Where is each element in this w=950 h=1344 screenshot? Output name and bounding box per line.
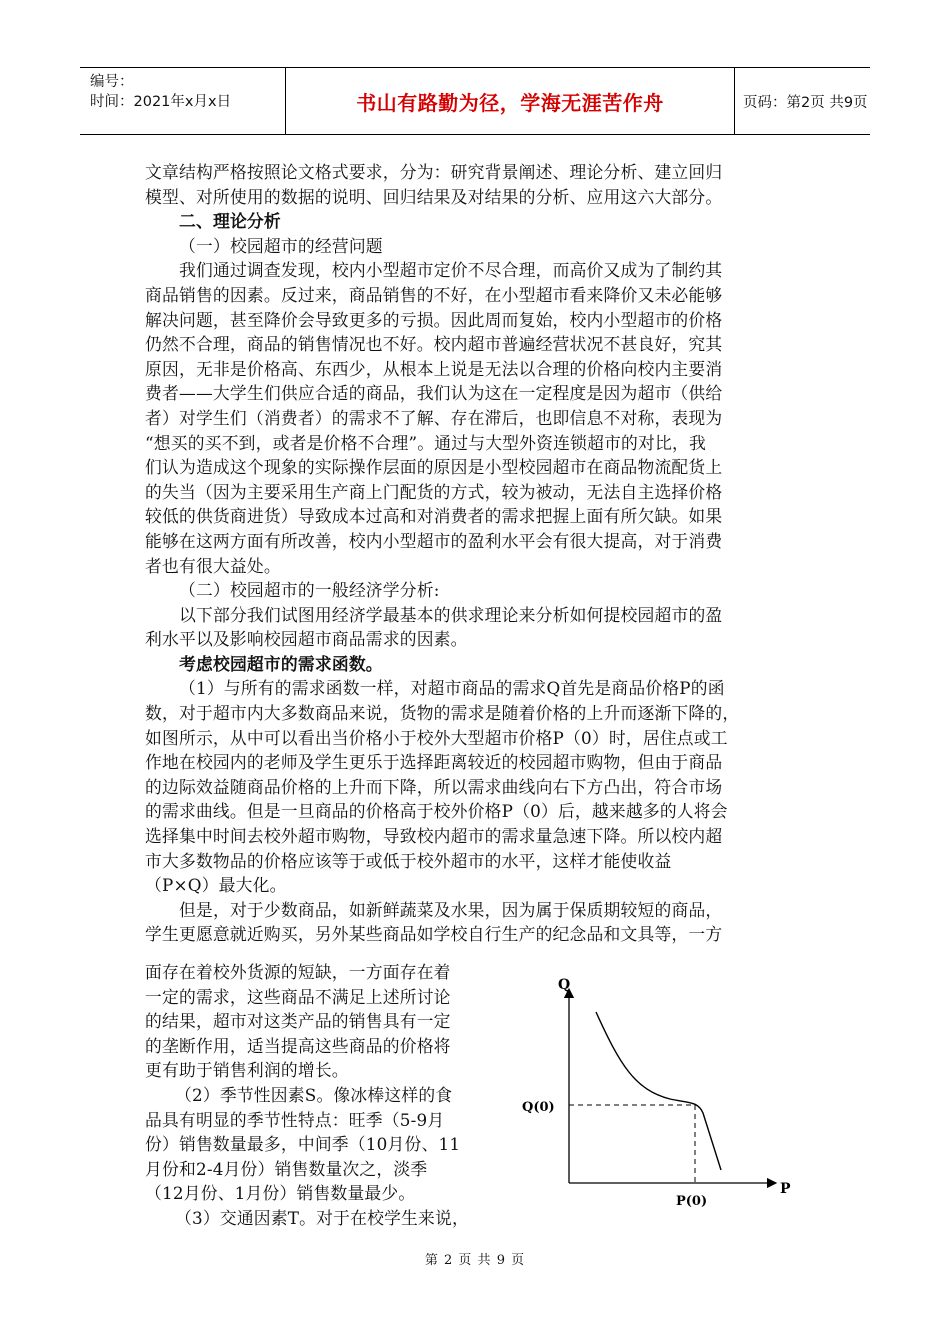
- paragraph-line: 选择集中时间去校外超市购物，导致校内超市的需求量急速下降。所以校内超: [145, 826, 723, 847]
- paragraph-line: （1）与所有的需求函数一样，对超市商品的需求Q首先是商品价格P的函: [179, 678, 725, 699]
- q0-label: Q(0): [522, 1100, 555, 1115]
- paragraph-line: 月份和2-4月份）销售数量次之，淡季: [145, 1158, 428, 1179]
- paragraph-line: 模型、对所使用的数据的说明、回归结果及对结果的分析、应用这六大部分。: [145, 186, 723, 207]
- paragraph-line: 费者——大学生们供应合适的商品，我们认为这在一定程度是因为超市（供给: [145, 383, 723, 404]
- paragraph-line: 份）销售数量最多，中间季（10月份、11: [145, 1134, 461, 1155]
- header-page-number: 页码：第2页 共9页: [743, 94, 868, 111]
- paragraph-line: 更有助于销售利润的增长。: [145, 1060, 349, 1081]
- paragraph-line: “想买的买不到，或者是价格不合理”。通过与大型外资连锁超市的对比，我: [145, 432, 706, 453]
- paragraph-line: 市大多数物品的价格应该等于或低于校外超市的水平，这样才能使收益: [145, 850, 672, 871]
- header-meta: [80, 68, 285, 134]
- paragraph-line: 一定的需求，这些商品不满足上述所讨论: [145, 986, 451, 1007]
- paragraph-line: 文章结构严格按照论文格式要求，分为：研究背景阐述、理论分析、建立回归: [145, 162, 723, 182]
- paragraph-line: 数，对于超市内大多数商品来说，货物的需求是随着价格的上升而逐渐下降的，: [145, 703, 740, 724]
- subsection-heading: （二）校园超市的一般经济学分析:: [179, 580, 440, 601]
- paragraph-line: 原因，无非是价格高、东西少，从根本上说是无法以合理的价格向校内主要消: [145, 358, 723, 379]
- paragraph-line: 仍然不合理，商品的销售情况也不好。校内超市普遍经营状况不甚良好，究其: [145, 334, 723, 355]
- paragraph-line: 作地在校园内的老师及学生更乐于选择距离较近的校园超市购物，但由于商品: [145, 752, 723, 773]
- paragraph-line: （2）季节性因素S。像冰棒这样的食: [175, 1084, 453, 1105]
- paragraph-line: 以下部分我们试图用经济学最基本的供求理论来分析如何提校园超市的盈: [179, 604, 723, 625]
- paragraph-line: 解决问题，甚至降价会导致更多的亏损。因此周而复始，校内小型超市的价格: [145, 309, 723, 330]
- paragraph-line: 的结果，超市对这类产品的销售具有一定: [145, 1011, 451, 1032]
- demand-curve-figure: [510, 965, 800, 1220]
- y-axis-label: Q: [558, 977, 571, 993]
- paragraph-line: 较低的供货商进货）导致成本过高和对消费者的需求把握上面有所欠缺。如果: [145, 506, 723, 527]
- paragraph-line: 的需求曲线。但是一旦商品的价格高于校外价格P（0）后，越来越多的人将会: [145, 801, 728, 822]
- document-number: 编号：: [90, 74, 134, 90]
- narrow-text-column: [145, 960, 469, 1231]
- paragraph-line: 如图所示，从中可以看出当价格小于校外大型超市价格P（0）时，居住点或工: [145, 727, 728, 748]
- subsection-heading: （一）校园超市的经营问题: [179, 235, 383, 256]
- header-motto: 书山有路勤为径，学海无涯苦作舟: [285, 68, 735, 134]
- paragraph-line: 品具有明显的季节性特点：旺季（5-9月: [145, 1109, 445, 1130]
- p0-label: P(0): [676, 1194, 708, 1209]
- paragraph-line: 的失当（因为主要采用生产商上门配货的方式，较为被动，无法自主选择价格: [145, 481, 723, 502]
- section-heading: 二、理论分析: [179, 211, 281, 232]
- paragraph-line: 但是，对于少数商品，如新鲜蔬菜及水果，因为属于保质期较短的商品，: [179, 899, 723, 920]
- paragraph-line: （12月份、1月份）销售数量最少。: [145, 1183, 416, 1204]
- document-date: 时间：2021年x月x日: [90, 94, 232, 110]
- page-header: [80, 67, 870, 135]
- paragraph-line: 者也有很大益处。: [145, 555, 281, 576]
- paragraph-line: 我们通过调查发现，校内小型超市定价不尽合理，而高价又成为了制约其: [179, 260, 723, 281]
- paragraph-line: 能够在这两方面有所改善，校内小型超市的盈利水平会有很大提高，对于消费: [145, 530, 723, 551]
- paragraph-line: 的边际效益随商品价格的上升而下降，所以需求曲线向右下方凸出，符合市场: [145, 776, 723, 797]
- x-axis-label: P: [780, 1181, 791, 1197]
- paragraph-line: 商品销售的因素。反过来，商品销售的不好，在小型超市看来降价又未必能够: [145, 284, 723, 305]
- paragraph-line: （3）交通因素T。对于在校学生来说，: [175, 1207, 469, 1228]
- paragraph-line: 的垄断作用，适当提高这些商品的价格将: [145, 1035, 451, 1056]
- demand-curve: [596, 1012, 721, 1170]
- paragraph-line: 利水平以及影响校园超市商品需求的因素。: [145, 629, 468, 650]
- paragraph-line: （P×Q）最大化。: [145, 875, 287, 896]
- page-footer: 第 2 页 共 9 页: [424, 1253, 526, 1268]
- paragraph-line: 学生更愿意就近购买，另外某些商品如学校自行生产的纪念品和文具等，一方: [145, 924, 723, 945]
- paragraph-line: 者）对学生们（消费者）的需求不了解、存在滞后，也即信息不对称，表现为: [145, 407, 723, 428]
- paragraph-line: 面存在着校外货源的短缺，一方面存在着: [145, 962, 451, 982]
- bold-heading: 考虑校园超市的需求函数。: [179, 653, 383, 674]
- paragraph-line: 们认为造成这个现象的实际操作层面的原因是小型校园超市在商品物流配货上: [145, 457, 723, 478]
- body-text: [145, 160, 739, 947]
